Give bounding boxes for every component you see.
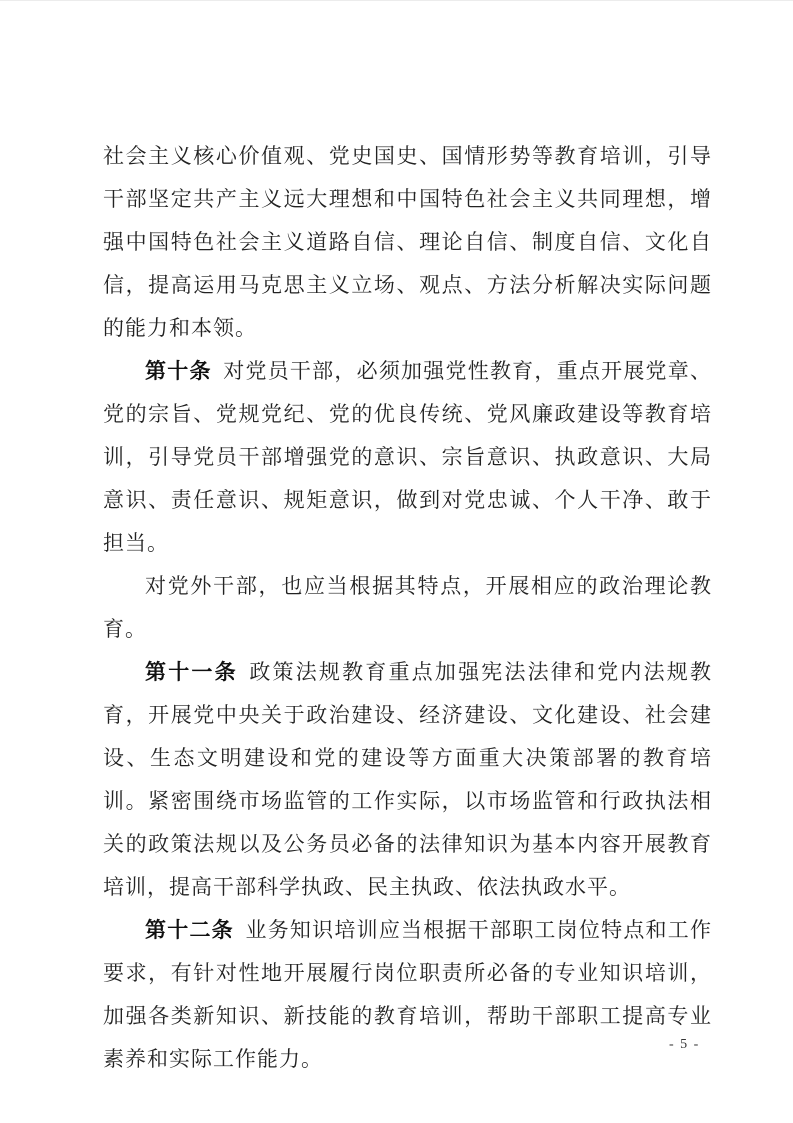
paragraph-text: 政策法规教育重点加强宪法法律和党内法规教育，开展党中央关于政治建设、经济建设、文化建设、社会建设、生态文明建设和党的建设等方面重大决策部署的教育培训。紧密围绕市场监管的工作实际，以市场监管和行政执法相关的政策法规以及公务员必备的法律知识为基本内容开展教育培训，提高干部科学执政、民主执政、依法执政水平。: [103, 660, 713, 899]
article-number: 第十二条: [145, 918, 234, 942]
paragraph-article-12: [103, 909, 712, 1081]
paragraph-text: 业务知识培训应当根据干部职工岗位特点和工作要求，有针对性地开展履行岗位职责所必备的专业知识培训，加强各类新知识、新技能的教育培训，帮助干部职工提高专业素养和实际工作能力。: [103, 918, 713, 1071]
paragraph-non-party-cadres: [103, 565, 712, 651]
article-number: 第十一条: [145, 660, 238, 684]
paragraph-text: 对党外干部，也应当根据其特点，开展相应的政治理论教育。: [103, 574, 712, 641]
page-number: - 5 -: [669, 1037, 700, 1052]
paragraph-continuation: [103, 135, 712, 350]
paragraph-text: 对党员干部，必须加强党性教育，重点开展党章、党的宗旨、党规党纪、党的优良传统、党风廉政建设等教育培训，引导党员干部增强党的意识、宗旨意识、执政意识、大局意识、责任意识、规矩意识，做到对党忠诚、个人干净、敢于担当。: [103, 359, 713, 555]
document-body: [103, 135, 712, 1081]
paragraph-text: 社会主义核心价值观、党史国史、国情形势等教育培训，引导干部坚定共产主义远大理想和中国特色社会主义共同理想，增强中国特色社会主义道路自信、理论自信、制度自信、文化自信，提高运用马克思主义立场、观点、方法分析解决实际问题的能力和本领。: [103, 144, 712, 340]
paragraph-article-10: [103, 350, 712, 565]
article-number: 第十条: [145, 359, 212, 383]
paragraph-article-11: [103, 651, 712, 909]
